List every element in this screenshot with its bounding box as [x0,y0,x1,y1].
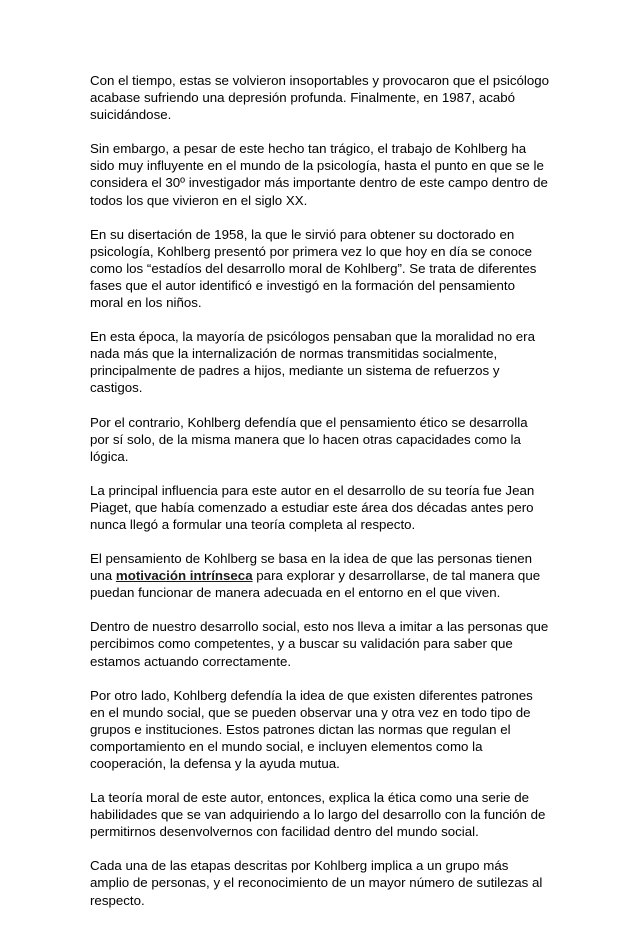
paragraph-1: Con el tiempo, estas se volvieron insoportables y provocaron que el psicólogo acabase sufriendo una depresión profunda. Finalmente, en 1987, acabó suicidándose. [90,73,550,123]
paragraph-7-before: El pensamiento de Kohlberg se basa en la idea de que las personas tienen una [90,551,533,584]
paragraph-10: La teoría moral de este autor, entonces, explica la ética como una serie de habilidades que se van adquiriendo a lo largo del desarrollo con la función de permitirnos desenvolvernos con facilidad dentro del mundo social. [90,790,546,840]
paragraph-3: En su disertación de 1958, la que le sirvió para obtener su doctorado en psicología, Kohlberg presentó por primera vez lo que hoy en día se conoce como los “estadíos del desarrollo moral de Kohlberg”. Se trata de diferentes fases que el autor identificó e investigó en la formación del pensamiento moral en los niños. [90,226,537,311]
paragraph-8: Dentro de nuestro desarrollo social, esto nos lleva a imitar a las personas que percibimos como competentes, y a buscar su validación para saber que estamos actuando correctamente. [90,619,549,669]
paragraph-7 [90,550,550,601]
paragraph-11: Cada una de las etapas descritas por Kohlberg implica a un grupo más amplio de personas, y el reconocimiento de un mayor número de sutilezas al respecto. [90,858,543,908]
paragraph-6: La principal influencia para este autor en el desarrollo de su teoría fue Jean Piaget, que había comenzado a estudiar este área dos décadas antes pero nunca llegó a formular una teoría completa al respecto. [90,482,535,532]
document-body [90,72,550,926]
paragraph-9: Por otro lado, Kohlberg defendía la idea de que existen diferentes patrones en el mundo social, que se pueden observar una y otra vez en todo tipo de grupos e instituciones. Estos patrones dictan las normas que regulan el comportamiento en el mundo social, e incluyen elementos como la cooperación, la defensa y la ayuda mutua. [90,687,533,771]
motivacion-intrinseca-link[interactable]: motivación intrínseca [115,568,253,584]
paragraph-2: Sin embargo, a pesar de este hecho tan trágico, el trabajo de Kohlberg ha sido muy influyente en el mundo de la psicología, hasta el punto en que se le considera el 30º investigador más importante dentro de este campo dentro de todos los que vivieron en el siglo XX. [90,141,548,208]
paragraph-7-after: para explorar y desarrollarse, de tal manera que puedan funcionar de manera adecuada en el entorno en el que viven. [90,568,541,601]
paragraph-4: En esta época, la mayoría de psicólogos pensaban que la moralidad no era nada más que la internalización de normas transmitidas socialmente, principalmente de padres a hijos, mediante un sistema de refuerzos y castigos. [90,329,535,396]
paragraph-5: Por el contrario, Kohlberg defendía que el pensamiento ético se desarrolla por sí solo, de la misma manera que lo hacen otras capacidades como la lógica. [90,414,528,464]
